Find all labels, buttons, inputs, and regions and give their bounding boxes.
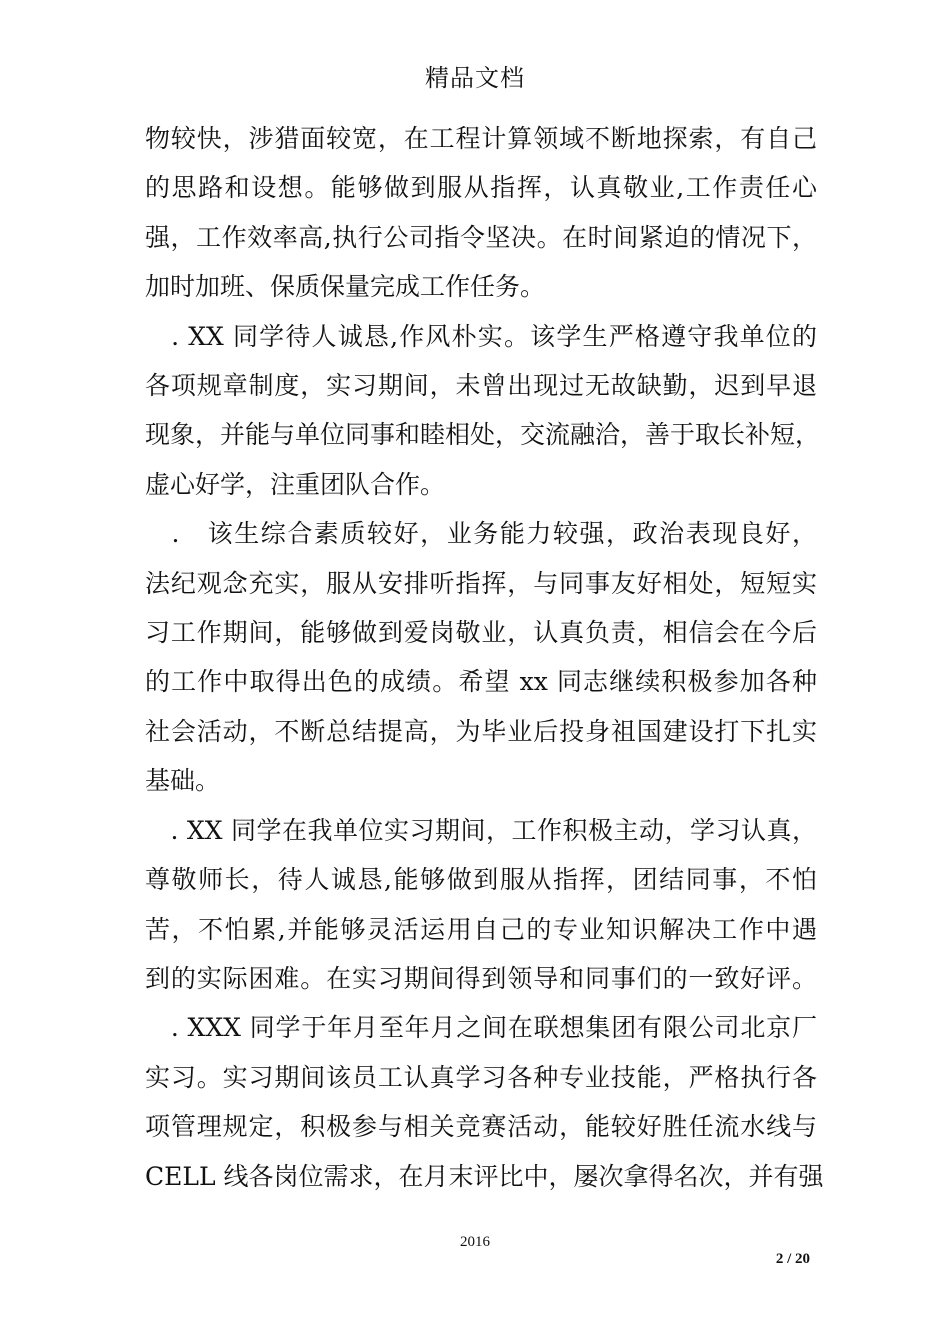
text-line: . XX 同学待人诚恳,作风朴实。该学生严格遵守我单位的 — [145, 321, 817, 351]
text-line: 的思路和设想。能够做到服从指挥，认真敬业,工作责任心 — [145, 173, 817, 203]
text-line: 项管理规定，积极参与相关竞赛活动，能较好胜任流水线与 — [145, 1112, 817, 1142]
text-line: 的工作中取得出色的成绩。希望 xx 同志继续积极参加各种 — [145, 667, 817, 697]
text-line: 尊敬师长，待人诚恳,能够做到服从指挥，团结同事，不怕 — [145, 865, 817, 895]
text-line: 强，工作效率高,执行公司指令坚决。在时间紧迫的情况下， — [145, 222, 817, 252]
page-header: 精品文档 — [425, 64, 525, 92]
text-line: 社会活动，不断总结提高，为毕业后投身祖国建设打下扎实 — [145, 716, 817, 746]
text-line: . 该生综合素质较好，业务能力较强，政治表现良好， — [145, 519, 817, 549]
text-line: 虚心好学，注重团队合作。 — [145, 469, 446, 499]
text-line: 物较快，涉猎面较宽，在工程计算领域不断地探索，有自己 — [145, 124, 817, 153]
text-line: 到的实际困难。在实习期间得到领导和同事们的一致好评。 — [145, 963, 817, 993]
text-line: . XX 同学在我单位实习期间，工作积极主动，学习认真， — [145, 815, 817, 845]
text-line: 苦，不怕累,并能够灵活运用自己的专业知识解决工作中遇 — [145, 914, 817, 944]
text-line: 法纪观念充实，服从安排听指挥，与同事友好相处，短短实 — [145, 568, 817, 598]
text-line: 实习。实习期间该员工认真学习各种专业技能，严格执行各 — [145, 1062, 817, 1092]
page-number: 2 / 20 — [775, 1251, 810, 1267]
text-line: 现象，并能与单位同事和睦相处，交流融洽，善于取长补短， — [145, 420, 821, 450]
paragraph-5 — [145, 1003, 824, 1201]
text-line: 加时加班、保质保量完成工作任务。 — [145, 272, 546, 302]
text-line: 基础。 — [145, 766, 221, 796]
text-line: 习工作期间，能够做到爱岗敬业，认真负责，相信会在今后 — [145, 618, 817, 648]
document-body — [145, 114, 824, 1201]
paragraph-2 — [145, 312, 821, 510]
footer-year: 2016 — [460, 1234, 490, 1250]
text-line: 各项规章制度，实习期间，未曾出现过无故缺勤，迟到早退 — [145, 371, 817, 401]
text-line: CELL 线各岗位需求，在月末评比中，屡次拿得名次，并有强 — [145, 1161, 824, 1191]
text-line: . XXX 同学于年月至年月之间在联想集团有限公司北京厂 — [145, 1013, 817, 1043]
paragraph-4 — [145, 806, 817, 1004]
paragraph-1 — [145, 114, 817, 312]
paragraph-3 — [145, 509, 817, 805]
